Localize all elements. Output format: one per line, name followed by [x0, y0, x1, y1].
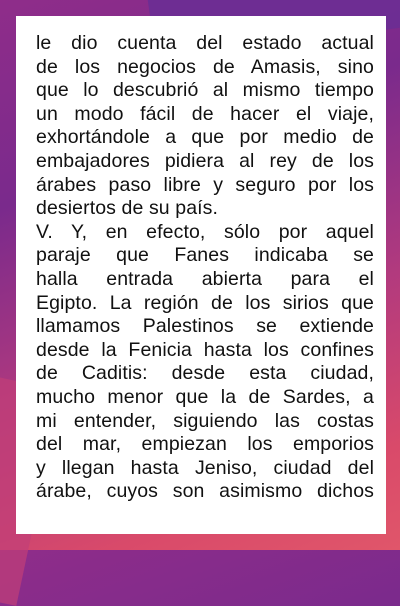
text-line: embajadores pidiera al rey de los	[36, 149, 374, 172]
text-line: mi entender, siguiendo las costas	[36, 409, 374, 432]
text-line: que lo descubrió al mismo tiempo	[36, 79, 374, 102]
text-line: y llegan hasta Jeniso, ciudad del	[36, 456, 374, 479]
text-line: desiertos de su país.	[36, 197, 219, 220]
text-line: mucho menor que la de Sardes, a	[36, 385, 374, 408]
text-line: llamamos Palestinos se extiende	[36, 315, 374, 338]
text-line: del mar, empiezan los emporios	[36, 433, 374, 456]
text-line: de los negocios de Amasis, sino	[36, 55, 374, 78]
text-line: árabes paso libre y seguro por los	[36, 173, 374, 196]
text-line: Egipto. La región de los sirios que	[36, 291, 374, 314]
text-line: V. Y, en efecto, sólo por aquel	[36, 220, 374, 243]
text-line: desde la Fenicia hasta los confines	[36, 338, 374, 361]
text-line: árabe, cuyos son asimismo dichos	[36, 480, 374, 503]
text-line: paraje que Fanes indicaba se	[36, 244, 374, 267]
text-page-card	[16, 16, 386, 534]
text-line: exhortándole a que por medio de	[36, 126, 374, 149]
text-line: un modo fácil de hacer el viaje,	[36, 102, 374, 125]
text-line: de Caditis: desde esta ciudad,	[36, 362, 374, 385]
page-text	[36, 32, 374, 504]
text-line: le dio cuenta del estado actual	[36, 32, 374, 54]
text-line: halla entrada abierta para el	[36, 267, 374, 290]
